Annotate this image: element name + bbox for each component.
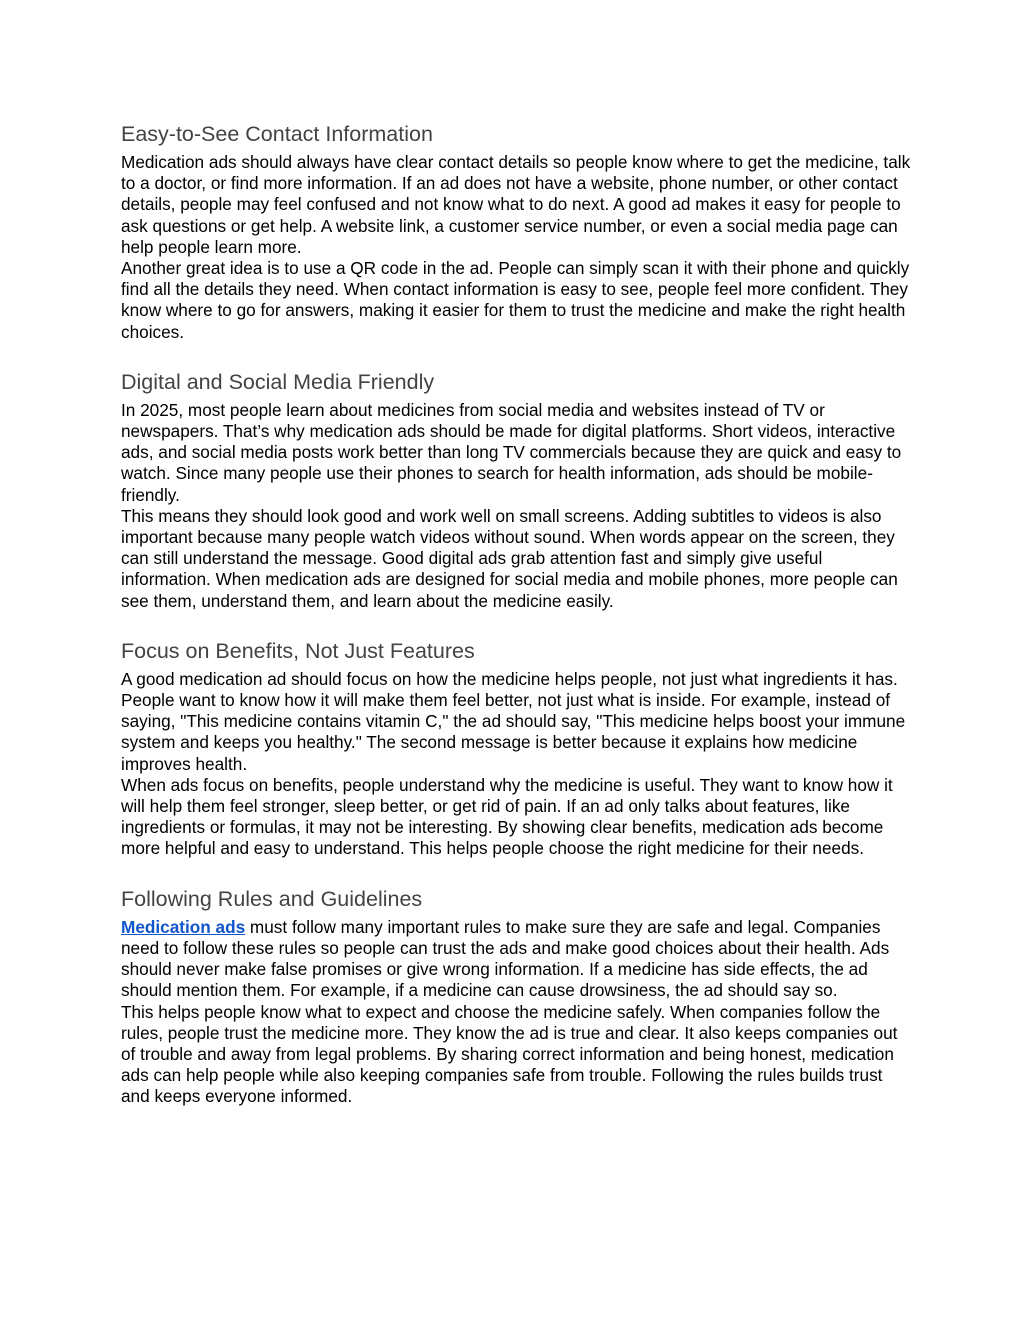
paragraph-text: must follow many important rules to make sure they are safe and legal. Companies need to follow these rules so people can trust the ads and make good choices about their health. Ads should never make false promises or give wrong information. If a medicine has side effects, the ad should mention them. For example, if a medicine can cause drowsiness, the ad should say so. [121, 916, 890, 1001]
paragraph [121, 917, 911, 1002]
medication-ads-link[interactable]: Medication ads [121, 916, 246, 937]
paragraph: This helps people know what to expect and choose the medicine safely. When companies follow the rules, people trust the medicine more. They know the ad is true and clear. It also keeps companies out of trouble and away from legal problems. By sharing correct information and being honest, medication ads can help people while also keeping companies safe from trouble. Following the rules builds trust and keeps everyone informed. [121, 1001, 898, 1107]
section-rules-guidelines [121, 884, 911, 1108]
paragraph: A good medication ad should focus on how the medicine helps people, not just what ingredients it has. People want to know how it will make them feel better, not just what is inside. For example, instead of saying, "This medicine contains vitamin C," the ad should say, "This medicine helps boost your immune system and keeps you healthy." The second message is better because it explains how medicine improves health. [121, 668, 906, 774]
paragraph: Another great idea is to use a QR code in the ad. People can simply scan it with their phone and quickly find all the details they need. When contact information is easy to see, people feel more confident. They know where to go for answers, making it easier for them to trust the medicine and make the right health choices. [121, 258, 910, 342]
paragraph: In 2025, most people learn about medicines from social media and websites instead of TV or newspapers. That’s why medication ads should be made for digital platforms. Short videos, interactive ads, and social media posts work better than long TV commercials because they are quick and easy to watch. Since many people use their phones to search for health information, ads should be mobile-friendly. [121, 399, 902, 505]
section-heading: Digital and Social Media Friendly [121, 369, 435, 394]
section-contact-information [121, 119, 911, 343]
paragraph: This means they should look good and work well on small screens. Adding subtitles to videos is also important because many people watch videos without sound. When words appear on the screen, they can still understand the message. Good digital ads grab attention fast and simply give useful information. When medication ads are designed for social media and mobile phones, more people can see them, understand them, and learn about the medicine easily. [121, 505, 898, 611]
section-benefits-not-features [121, 636, 911, 860]
document-body [121, 119, 911, 1132]
paragraph: Medication ads should always have clear contact details so people know where to get the medicine, talk to a doctor, or find more information. If an ad does not have a website, phone number, or other contact details, people may feel confused and not know what to do next. A good ad makes it easy for people to ask questions or get help. A website link, a customer service number, or even a social media page can help people learn more. [121, 152, 911, 257]
section-heading: Following Rules and Guidelines [121, 886, 423, 911]
paragraph: When ads focus on benefits, people understand why the medicine is useful. They want to know how it will help them feel stronger, sleep better, or get rid of pain. If an ad only talks about features, like ingredients or formulas, it may not be interesting. By showing clear benefits, medication ads become more helpful and easy to understand. This helps people choose the right medicine for their needs. [121, 774, 893, 859]
section-heading: Focus on Benefits, Not Just Features [121, 638, 475, 663]
section-heading: Easy-to-See Contact Information [121, 122, 433, 146]
section-digital-social-media [121, 367, 911, 612]
